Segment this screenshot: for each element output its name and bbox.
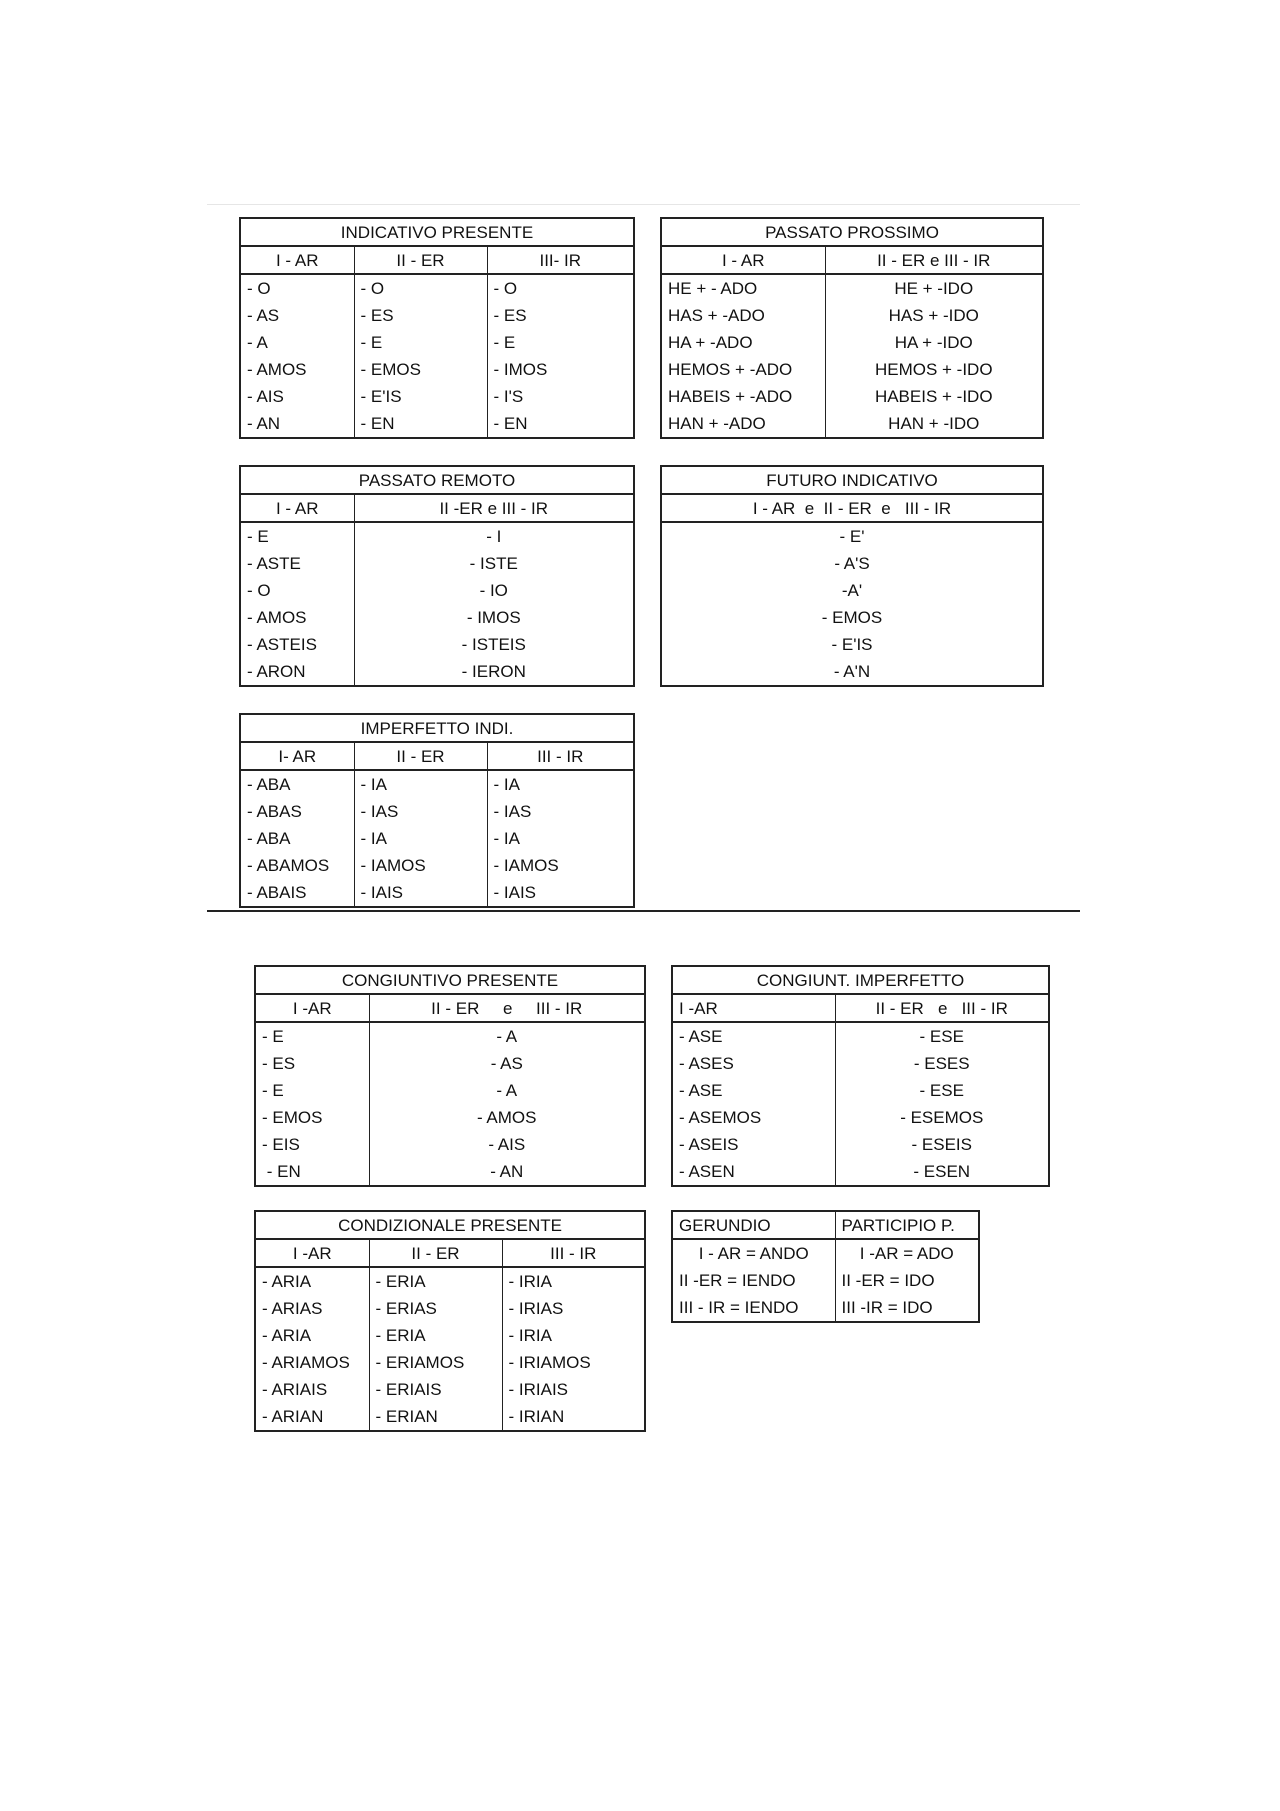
cell: - ES [255,1050,369,1077]
cell: - ISTEIS [354,631,634,658]
cell: - IAMOS [487,852,634,879]
table-row [255,1131,645,1158]
cell: - ARIAN [255,1403,369,1431]
cell: I - AR = ANDO [672,1239,835,1267]
cell: - IRIAS [502,1295,645,1322]
table-row [672,1050,1049,1077]
column-header: II - ER [354,742,487,770]
cell: - A [369,1022,645,1050]
table-row [661,329,1043,356]
column-header: II - ER [369,1239,502,1267]
cell: - O [354,274,487,302]
cell: - ESE [835,1077,1049,1104]
table-row [661,410,1043,438]
table-row [661,604,1043,631]
table-condizionale-presente [254,1210,646,1432]
cell: III - IR = IENDO [672,1294,835,1322]
table-congiunt-imperfetto [671,965,1050,1187]
cell: HAS + -IDO [825,302,1043,329]
cell: - ASTE [240,550,354,577]
cell: - ERIA [369,1322,502,1349]
table-row [255,1077,645,1104]
cell: HABEIS + -IDO [825,383,1043,410]
cell: - O [487,274,634,302]
cell: - IA [354,825,487,852]
column-header: II -ER e III - IR [354,494,634,522]
cell: - AS [369,1050,645,1077]
table-row [240,879,634,907]
cell: I -AR = ADO [835,1239,979,1267]
cell: - IA [487,770,634,798]
table-row [240,356,634,383]
cell: - ESEN [835,1158,1049,1186]
cell: - AN [240,410,354,438]
table-row [661,302,1043,329]
table-row [240,329,634,356]
cell: - ES [487,302,634,329]
cell: - I'S [487,383,634,410]
table-row [661,522,1043,550]
cell: - ASES [672,1050,835,1077]
cell: - ERIAIS [369,1376,502,1403]
cell: - EMOS [354,356,487,383]
cell: - ARIAIS [255,1376,369,1403]
cell: - E [240,522,354,550]
cell: - AN [369,1158,645,1186]
table-row [672,1158,1049,1186]
cell: - ARIA [255,1322,369,1349]
cell: -A' [661,577,1043,604]
table-row [661,658,1043,686]
cell: - AMOS [369,1104,645,1131]
cell: - EN [255,1158,369,1186]
cell: - ISTE [354,550,634,577]
cell: HAN + -ADO [661,410,825,438]
table-row [240,852,634,879]
cell: - I [354,522,634,550]
table-title: CONGIUNT. IMPERFETTO [672,966,1049,994]
table-row [255,1050,645,1077]
table-row [672,1104,1049,1131]
table-imperfetto-indi [239,713,635,908]
cell: - ASEIS [672,1131,835,1158]
column-header: III - IR [487,742,634,770]
column-header: III - IR [502,1239,645,1267]
column-header: II - ER [354,246,487,274]
cell: - IAIS [487,879,634,907]
column-header: I -AR [672,994,835,1022]
cell: HEMOS + -ADO [661,356,825,383]
cell: - ERIA [369,1267,502,1295]
cell: - IAS [487,798,634,825]
table-row [240,274,634,302]
cell: - AIS [240,383,354,410]
cell: - IAIS [354,879,487,907]
table-row [255,1104,645,1131]
cell: - E [255,1022,369,1050]
table-row [672,1022,1049,1050]
cell: - IMOS [354,604,634,631]
cell: - ABAMOS [240,852,354,879]
column-header: I - AR [240,246,354,274]
table-row [672,1294,979,1322]
table-passato-prossimo [660,217,1044,439]
cell: - A [240,329,354,356]
cell: - A [369,1077,645,1104]
table-row [672,1131,1049,1158]
top-divider [207,204,1080,205]
cell: - E [487,329,634,356]
cell: - AS [240,302,354,329]
table-row [255,1158,645,1186]
cell: - E'IS [661,631,1043,658]
table-row [240,550,634,577]
table-row [240,302,634,329]
table-row [240,577,634,604]
table-title: CONGIUNTIVO PRESENTE [255,966,645,994]
table-row [255,1022,645,1050]
cell: HABEIS + -ADO [661,383,825,410]
table-row [240,798,634,825]
cell: - EN [487,410,634,438]
cell: - E [354,329,487,356]
cell: - ESE [835,1022,1049,1050]
cell: - E' [661,522,1043,550]
table-row [255,1267,645,1295]
table-row [661,631,1043,658]
table-title: PASSATO PROSSIMO [661,218,1043,246]
cell: - EMOS [255,1104,369,1131]
table-row [240,770,634,798]
table-row [672,1077,1049,1104]
cell: - ARIAMOS [255,1349,369,1376]
cell: - A'N [661,658,1043,686]
cell: - IA [487,825,634,852]
cell: - E'IS [354,383,487,410]
table-row [255,1376,645,1403]
column-header: I - AR [661,246,825,274]
cell: - AMOS [240,356,354,383]
cell: - ASEMOS [672,1104,835,1131]
cell: - ESEIS [835,1131,1049,1158]
table-row [240,604,634,631]
cell: III -IR = IDO [835,1294,979,1322]
cell: - IRIAMOS [502,1349,645,1376]
cell: - IA [354,770,487,798]
cell: - IRIAN [502,1403,645,1431]
cell: - ASEN [672,1158,835,1186]
cell: - IAMOS [354,852,487,879]
cell: - EIS [255,1131,369,1158]
cell: HAN + -IDO [825,410,1043,438]
cell: - O [240,274,354,302]
table-passato-remoto [239,465,635,687]
cell: - IERON [354,658,634,686]
column-header: I -AR [255,994,369,1022]
cell: - IRIAIS [502,1376,645,1403]
table-row [672,1267,979,1294]
cell: - IMOS [487,356,634,383]
section-divider [207,910,1080,912]
cell: HEMOS + -IDO [825,356,1043,383]
table-gerundio-participio [671,1210,980,1323]
cell: - ASTEIS [240,631,354,658]
table-row [661,577,1043,604]
table-row [240,410,634,438]
table-row [240,383,634,410]
cell: - ESES [835,1050,1049,1077]
table-row [240,631,634,658]
cell: HE + - ADO [661,274,825,302]
cell: - IRIA [502,1322,645,1349]
table-futuro-indicativo [660,465,1044,687]
table-row [240,522,634,550]
cell: - ASE [672,1077,835,1104]
table-congiuntivo-presente [254,965,646,1187]
column-header: I - AR [240,494,354,522]
column-header: III- IR [487,246,634,274]
cell: - A'S [661,550,1043,577]
column-header: II - ER e III - IR [369,994,645,1022]
table-indicativo-presente [239,217,635,439]
column-header: II - ER e III - IR [835,994,1049,1022]
cell: HE + -IDO [825,274,1043,302]
table-title: IMPERFETTO INDI. [240,714,634,742]
cell: HAS + -ADO [661,302,825,329]
column-header: II - ER e III - IR [825,246,1043,274]
cell: HA + -ADO [661,329,825,356]
cell: II -ER = IENDO [672,1267,835,1294]
cell: - IRIA [502,1267,645,1295]
table-row [661,550,1043,577]
table-row [661,383,1043,410]
column-header: I - AR e II - ER e III - IR [661,494,1043,522]
cell: - IAS [354,798,487,825]
table-row [255,1403,645,1431]
cell: - ARON [240,658,354,686]
cell: - ERIAS [369,1295,502,1322]
table-title: INDICATIVO PRESENTE [240,218,634,246]
cell: - ABAS [240,798,354,825]
table-row [661,274,1043,302]
table-title: PASSATO REMOTO [240,466,634,494]
cell: - ARIAS [255,1295,369,1322]
table-row [255,1322,645,1349]
table-row [672,1239,979,1267]
cell: - EMOS [661,604,1043,631]
cell: HA + -IDO [825,329,1043,356]
cell: - E [255,1077,369,1104]
table-title: CONDIZIONALE PRESENTE [255,1211,645,1239]
cell: - IO [354,577,634,604]
table-title: FUTURO INDICATIVO [661,466,1043,494]
cell: - ARIA [255,1267,369,1295]
cell: - ESEMOS [835,1104,1049,1131]
cell: - ASE [672,1022,835,1050]
cell: - AIS [369,1131,645,1158]
column-header: I -AR [255,1239,369,1267]
cell: - AMOS [240,604,354,631]
cell: - ERIAMOS [369,1349,502,1376]
table-row [240,825,634,852]
cell: - ABAIS [240,879,354,907]
cell: - ABA [240,825,354,852]
table-row [240,658,634,686]
table-row [661,356,1043,383]
table-row [255,1349,645,1376]
table-row [255,1295,645,1322]
cell: - ABA [240,770,354,798]
column-header: I- AR [240,742,354,770]
cell: II -ER = IDO [835,1267,979,1294]
cell: - ES [354,302,487,329]
cell: - ERIAN [369,1403,502,1431]
column-header-participio: PARTICIPIO P. [835,1211,979,1239]
cell: - O [240,577,354,604]
cell: - EN [354,410,487,438]
column-header-gerundio: GERUNDIO [672,1211,835,1239]
